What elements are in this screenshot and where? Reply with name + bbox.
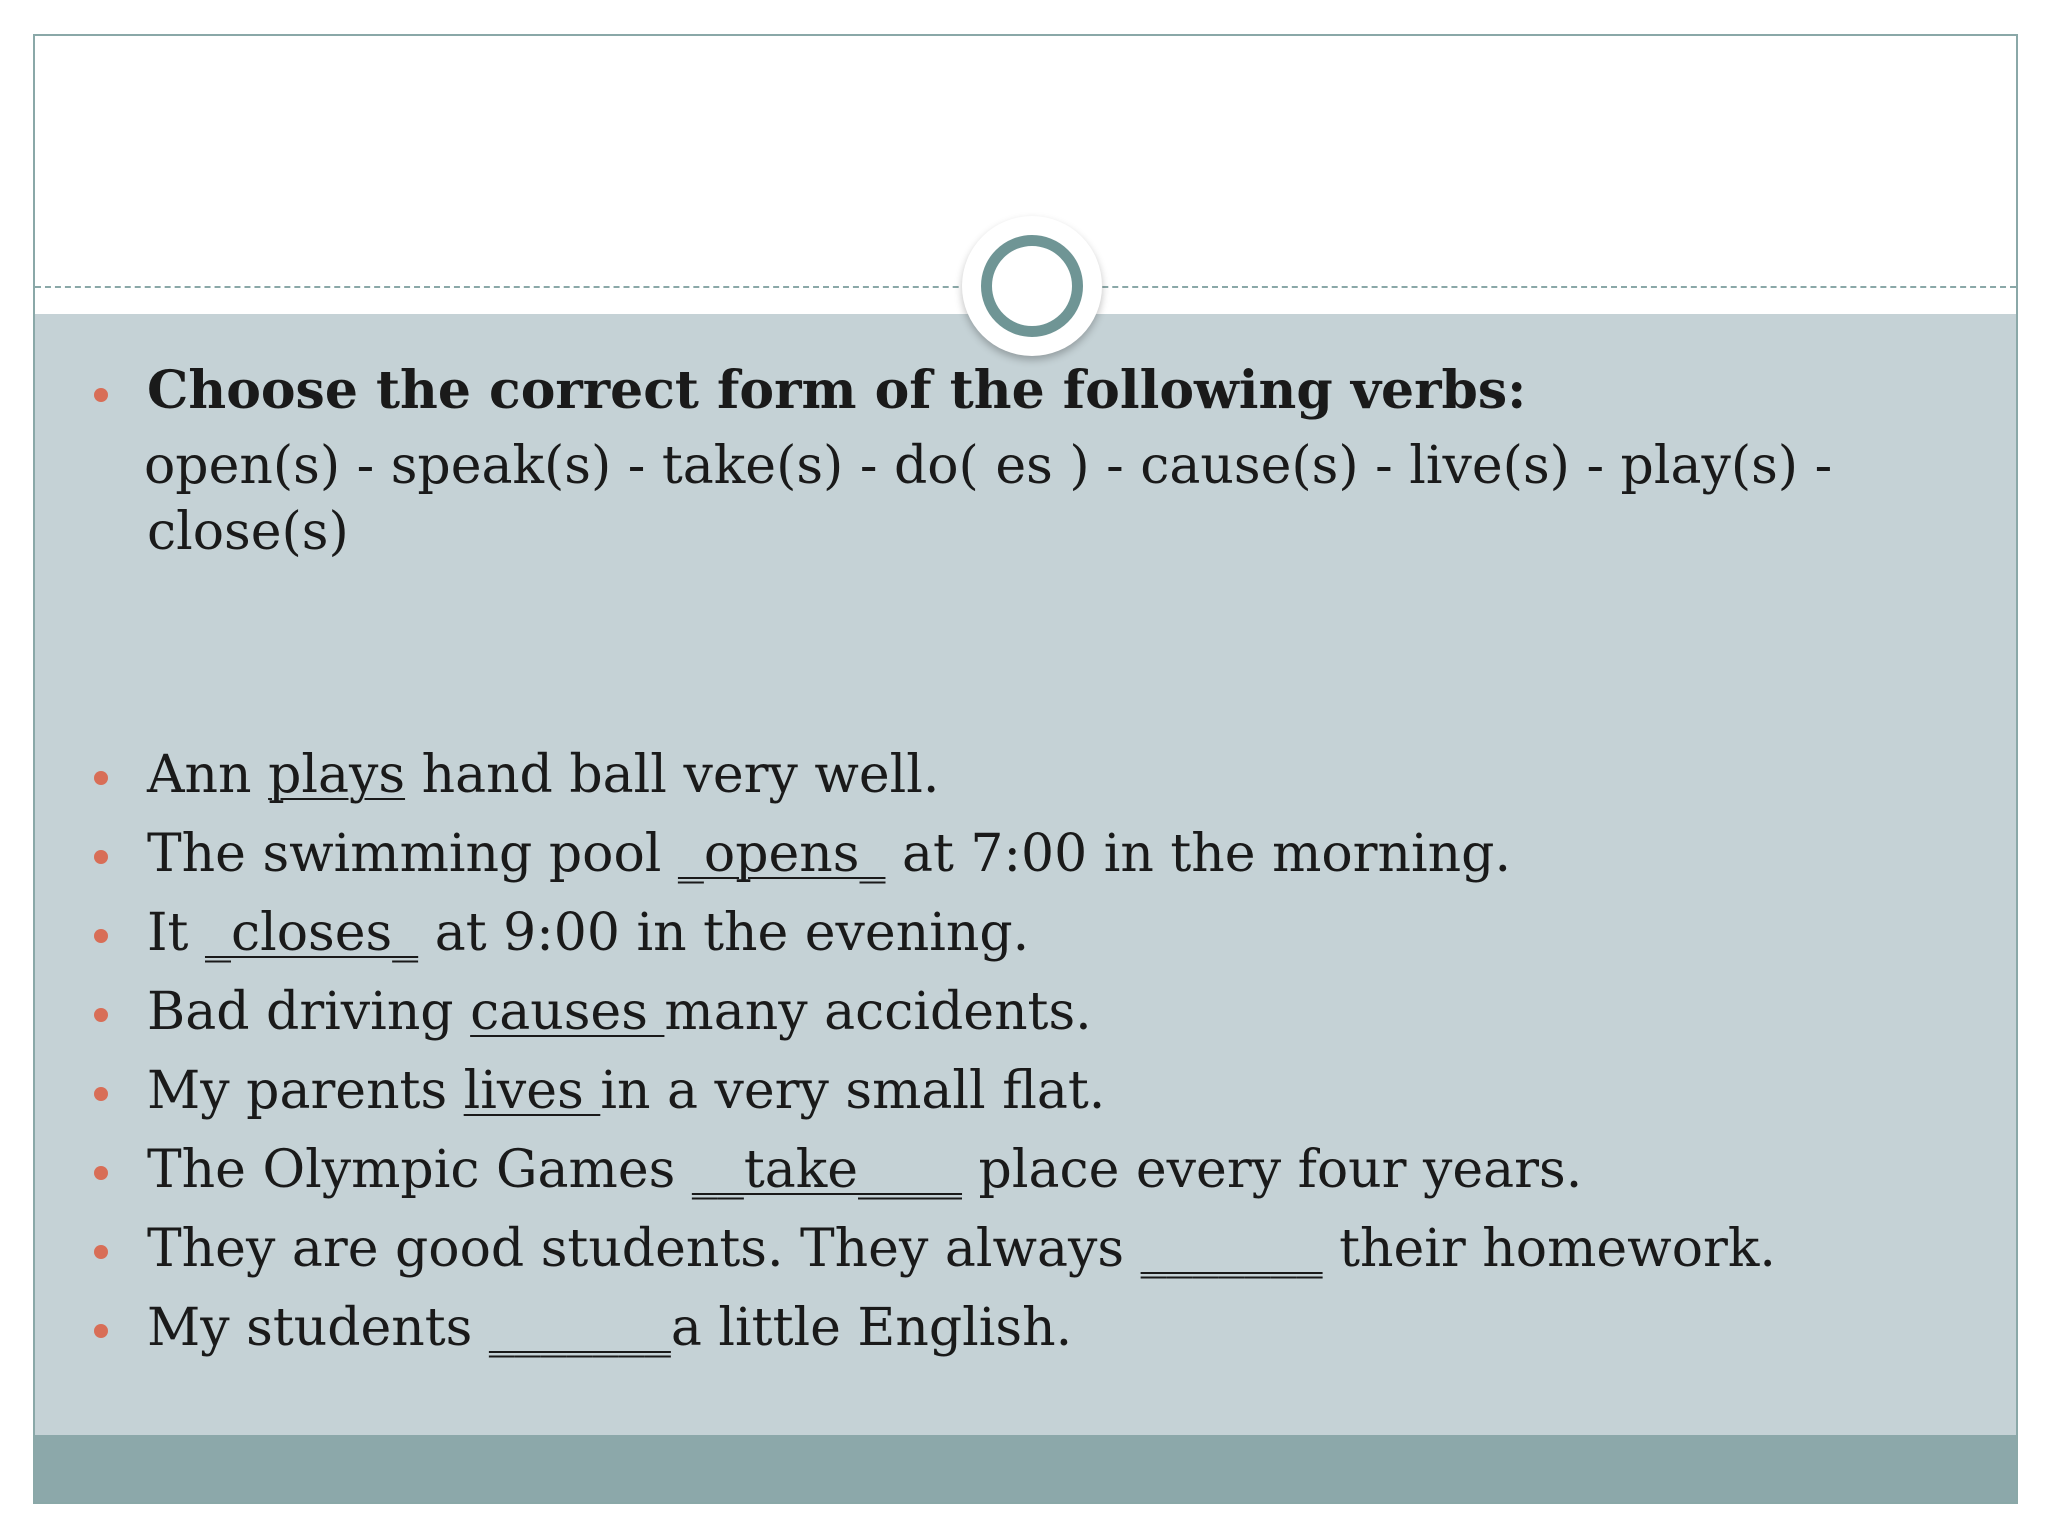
bullet-icon: [94, 1324, 108, 1338]
slide-body: [35, 36, 2016, 1502]
bullet-icon: [94, 1245, 108, 1259]
sentence-text: [147, 900, 1029, 966]
sentence-after: many accidents.: [664, 982, 1092, 1042]
bullet-icon: [94, 1087, 108, 1101]
answer-blank: lives: [463, 1061, 601, 1121]
answer-blank: causes: [470, 982, 665, 1042]
sentence-before: Bad driving: [147, 982, 471, 1042]
sentence-before: My students: [147, 1298, 489, 1358]
answer-blank: __take____: [691, 1140, 963, 1200]
sentence-text: [147, 742, 939, 808]
bullet-icon: [94, 771, 108, 785]
sentence-after: at 7:00 in the morning.: [885, 824, 1511, 884]
answer-blank: plays: [268, 745, 406, 805]
verbs-list-line-1: open(s) - speak(s) - take(s) - do( es ) - cause(s) - live(s) - play(s) -: [144, 436, 1833, 496]
bullet-icon: [94, 850, 108, 864]
bullet-icon: [94, 1008, 108, 1022]
sentence-after: in a very small flat.: [600, 1061, 1106, 1121]
sentence-after: place every four years.: [962, 1140, 1583, 1200]
sentence-after: a little English.: [670, 1298, 1073, 1358]
slide: [33, 34, 2018, 1504]
sentence-text: [147, 979, 1092, 1045]
bullet-icon: [94, 929, 108, 943]
sentence-after: their homework.: [1322, 1219, 1776, 1279]
answer-blank: _opens_: [677, 824, 886, 884]
sentence-before: It: [147, 903, 205, 963]
sentence-text: [147, 1295, 1072, 1361]
instruction-heading: Choose the correct form of the following verbs:: [147, 360, 1527, 421]
answer-blank: _______: [1140, 1219, 1323, 1279]
sentence-before: They are good students. They always: [147, 1219, 1141, 1279]
bullet-icon: [94, 388, 108, 402]
verbs-list-line-2: close(s): [147, 502, 349, 562]
bullet-icon: [94, 1166, 108, 1180]
sentence-before: The swimming pool: [147, 824, 678, 884]
answer-blank: _______: [488, 1298, 671, 1358]
sentence-before: Ann: [147, 745, 269, 805]
sentence-before: My parents: [147, 1061, 464, 1121]
answer-blank: _closes_: [204, 903, 419, 963]
sentence-before: The Olympic Games: [147, 1140, 692, 1200]
sentence-after: at 9:00 in the evening.: [418, 903, 1030, 963]
sentence-text: [147, 1137, 1582, 1203]
sentence-text: [147, 1216, 1776, 1282]
sentence-after: hand ball very well.: [405, 745, 940, 805]
sentence-text: [147, 821, 1511, 887]
sentence-text: [147, 1058, 1105, 1124]
